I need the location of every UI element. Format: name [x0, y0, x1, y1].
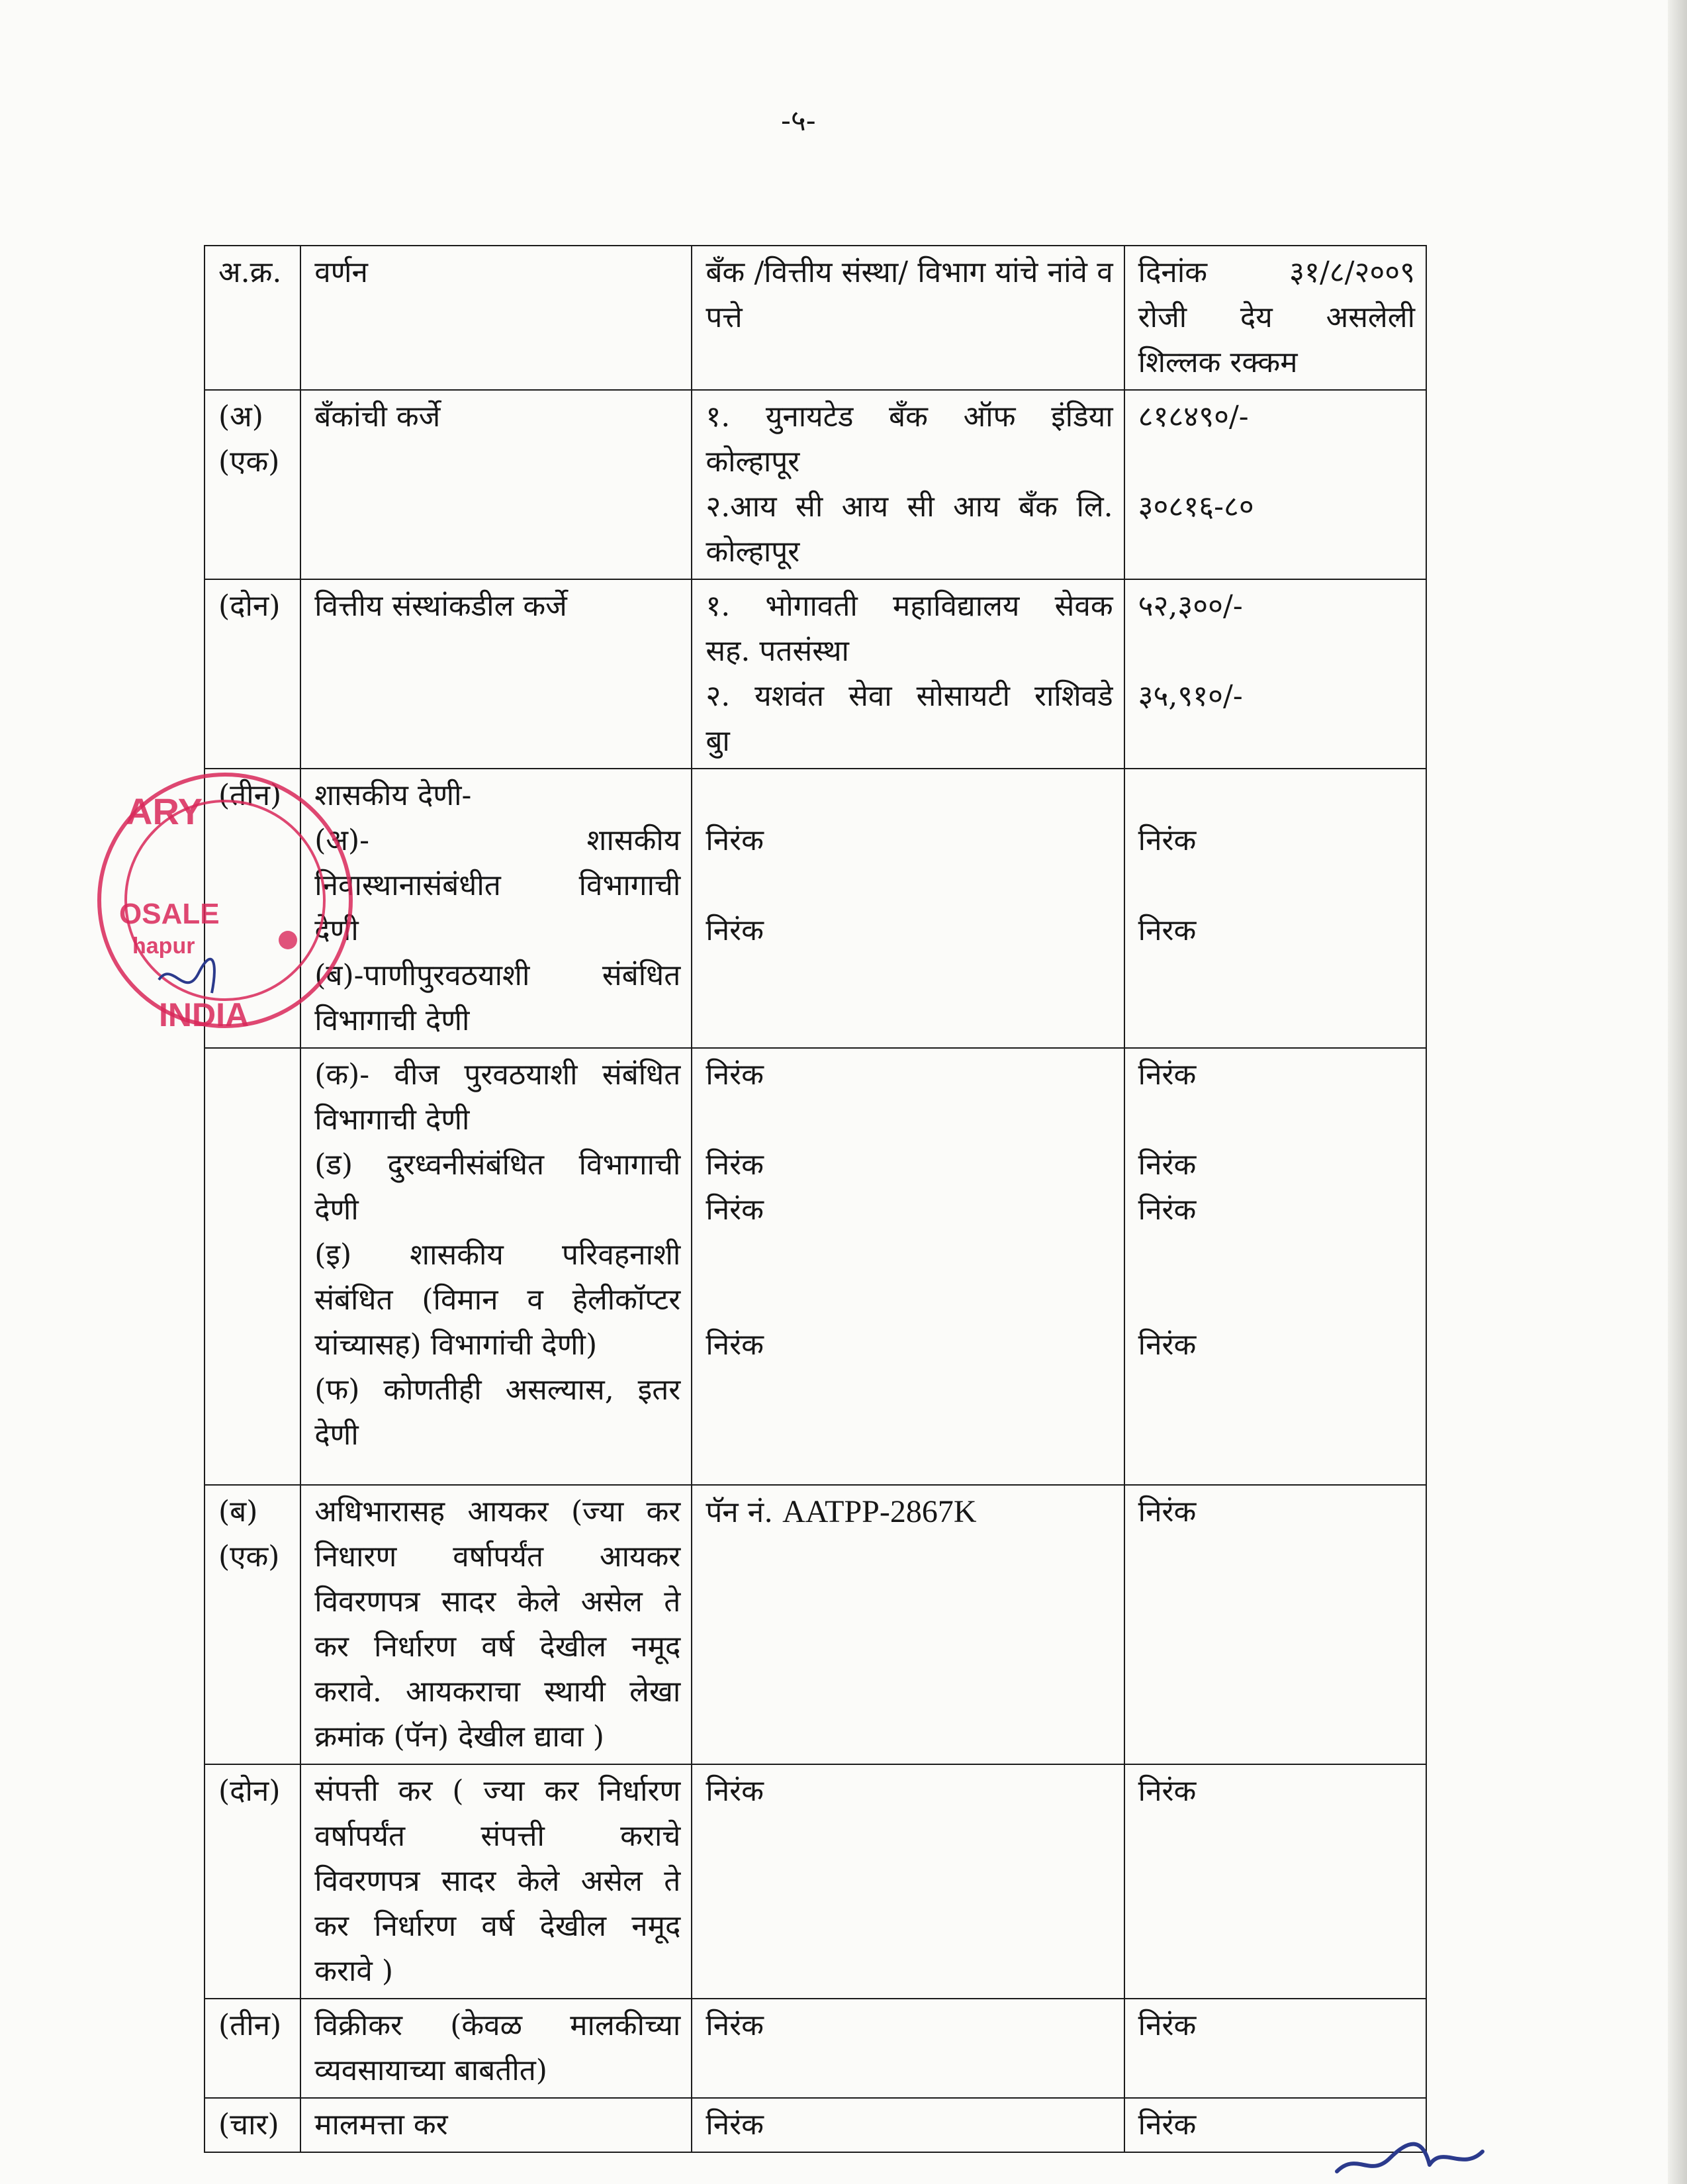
- description-line: कर निर्धारण वर्ष देखील नमूद: [314, 1909, 681, 1943]
- description-line: अधिभारासह आयकर (ज्या कर: [314, 1495, 681, 1529]
- institution-line: निरंक: [706, 1058, 764, 1092]
- description-line: विवरणपत्र सादर केले असेल ते: [314, 1585, 681, 1619]
- stamp-text-bottom: INDIA: [159, 996, 250, 1033]
- row-amount: [1124, 769, 1426, 1048]
- row-amount: निरंक: [1124, 2098, 1426, 2152]
- description-line: देणी: [314, 1418, 359, 1452]
- pan-value: AATPP-2867K: [782, 1494, 977, 1529]
- row-description: [300, 1485, 692, 1764]
- amount-value: ८१८४९०/-: [1138, 400, 1249, 434]
- row-institution: [692, 769, 1124, 1048]
- scan-edge-shadow: [1668, 0, 1687, 2184]
- row-amount: निरंक: [1124, 1764, 1426, 1999]
- description-line: देणी: [314, 914, 359, 947]
- institution-line: निरंक: [706, 914, 764, 947]
- header-description: वर्णन: [300, 246, 692, 390]
- serial-label: (एक): [218, 1540, 280, 1574]
- institution-line: निरंक: [706, 1148, 764, 1182]
- serial-label: (ब): [218, 1495, 258, 1529]
- description-line: निधारण वर्षापर्यंत आयकर: [314, 1540, 681, 1574]
- institution-line: २.आय सी आय सी आय बँक लि.: [706, 490, 1113, 524]
- row-description: [300, 1048, 692, 1485]
- description-line: देणी: [314, 1193, 359, 1227]
- serial-label: (अ): [218, 400, 263, 434]
- institution-line: १. भोगावती महाविद्यालय सेवक: [706, 589, 1113, 623]
- liabilities-table: [204, 245, 1427, 2153]
- description-line: करावे. आयकराचा स्थायी लेखा: [314, 1675, 681, 1709]
- header-balance-line: शिल्लक रक्कम: [1138, 346, 1298, 379]
- amount-value: निरंक: [1138, 1328, 1197, 1362]
- stamp-text-mid: OSALE: [119, 898, 220, 930]
- row-description: वित्तीय संस्थांकडील कर्जे: [300, 579, 692, 769]
- stamp-text-mid: hapur: [132, 933, 195, 959]
- institution-line: कोल्हापूर: [706, 445, 800, 479]
- row-serial: (दोन): [205, 579, 300, 769]
- amount-value: ५२,३००/-: [1138, 589, 1243, 623]
- description-line: (ड) दुरध्वनीसंबंधित विभागाची: [314, 1148, 681, 1182]
- institution-line: निरंक: [706, 1193, 764, 1227]
- pan-label: पॅन नं.: [706, 1496, 774, 1529]
- description-line: वर्षापर्यंत संपत्ती कराचे: [314, 1819, 681, 1853]
- row-description: [300, 1764, 692, 1999]
- row-institution: [692, 579, 1124, 769]
- table-row: [205, 2098, 1426, 2152]
- row-institution: निरंक: [692, 2098, 1124, 2152]
- amount-value: ३५,९१०/-: [1138, 679, 1243, 713]
- header-institution: बँक /वित्तीय संस्था/ विभाग यांचे नांवे व पत्ते: [692, 246, 1124, 390]
- row-description: मालमत्ता कर: [300, 2098, 692, 2152]
- description-line: विभागाची देणी: [314, 1103, 470, 1137]
- institution-line: निरंक: [706, 1328, 764, 1362]
- institution-line: सह. पतसंस्था: [706, 634, 849, 668]
- description-line: (फ) कोणतीही असल्यास, इतर: [314, 1373, 681, 1407]
- row-serial: (दोन): [205, 1764, 300, 1999]
- amount-value: ३०८१६-८०: [1138, 490, 1254, 524]
- description-line: निवास्थानासंबंधीत विभागाची: [314, 869, 681, 902]
- institution-line: १. युनायटेड बँक ऑफ इंडिया: [706, 400, 1113, 434]
- row-institution: निरंक: [692, 1764, 1124, 1999]
- amount-value: निरक: [1138, 914, 1197, 947]
- description-line: संबंधित (विमान व हेलीकॉप्टर: [314, 1283, 681, 1317]
- table-row: [205, 1048, 1426, 1485]
- description-line: (अ)- शासकीय: [314, 824, 681, 857]
- description-line: (क)- वीज पुरवठयाशी संबंधित: [314, 1058, 681, 1092]
- table-row: [205, 1485, 1426, 1764]
- description-line: व्यवसायाच्या बाबतीत): [314, 2054, 547, 2087]
- institution-line: बुा: [706, 724, 730, 758]
- header-balance: [1124, 246, 1426, 390]
- row-description: [300, 1999, 692, 2098]
- row-amount: निरंक: [1124, 1485, 1426, 1764]
- stamp-text-top: ARY: [126, 790, 203, 832]
- row-amount: [1124, 1048, 1426, 1485]
- header-serial: अ.क्र.: [205, 246, 300, 390]
- row-amount: निरंक: [1124, 1999, 1426, 2098]
- table-row: [205, 1999, 1426, 2098]
- round-seal-stamp: [86, 761, 364, 1039]
- description-line: विक्रीकर (केवळ मालकीच्या: [314, 2009, 681, 2042]
- amount-value: निरंक: [1138, 1058, 1197, 1092]
- table-row: [205, 769, 1426, 1048]
- description-line: विभागाची देणी: [314, 1004, 470, 1037]
- header-balance-line: रोजी देय असलेली: [1138, 301, 1415, 334]
- institution-line: २. यशवंत सेवा सोसायटी राशिवडे: [706, 679, 1113, 713]
- institution-line: निरंक: [706, 824, 764, 857]
- table-row: [205, 579, 1426, 769]
- row-serial: (चार): [205, 2098, 300, 2152]
- description-line: विवरणपत्र सादर केले असेल ते: [314, 1864, 681, 1898]
- page-number: -५-: [781, 104, 816, 138]
- row-serial: [205, 1485, 300, 1764]
- row-serial: (तीन): [205, 769, 300, 1048]
- table-row: [205, 1764, 1426, 1999]
- row-institution: निरंक: [692, 1999, 1124, 2098]
- row-institution: [692, 1485, 1124, 1764]
- description-line: यांच्यासह) विभागांची देणी): [314, 1328, 598, 1362]
- amount-value: निरंक: [1138, 1148, 1197, 1182]
- serial-label: (एक): [218, 445, 280, 479]
- row-amount: [1124, 390, 1426, 579]
- description-line: (इ) शासकीय परिवहनाशी: [314, 1238, 681, 1272]
- description-line: कर निर्धारण वर्ष देखील नमूद: [314, 1630, 681, 1664]
- row-serial: [205, 1048, 300, 1485]
- row-institution: [692, 390, 1124, 579]
- description-line: शासकीय देणी-: [314, 779, 472, 812]
- row-serial: (तीन): [205, 1999, 300, 2098]
- row-amount: [1124, 579, 1426, 769]
- table-header-row: [205, 246, 1426, 390]
- table-row: [205, 390, 1426, 579]
- row-serial: [205, 390, 300, 579]
- signature-mark: [1330, 2125, 1489, 2184]
- institution-line: कोल्हापूर: [706, 535, 800, 569]
- description-line: (ब)-पाणीपुरवठयाशी संबंधित: [314, 959, 681, 992]
- amount-value: निरंक: [1138, 1193, 1197, 1227]
- description-line: संपत्ती कर ( ज्या कर निर्धारण: [314, 1774, 681, 1808]
- description-line: करावे ): [314, 1954, 393, 1988]
- header-balance-line: दिनांक ३१/८/२००९: [1138, 256, 1415, 289]
- amount-value: निरंक: [1138, 824, 1197, 857]
- description-line: क्रमांक (पॅन) देखील द्यावा ): [314, 1720, 604, 1754]
- row-description: बँकांची कर्जे: [300, 390, 692, 579]
- row-institution: [692, 1048, 1124, 1485]
